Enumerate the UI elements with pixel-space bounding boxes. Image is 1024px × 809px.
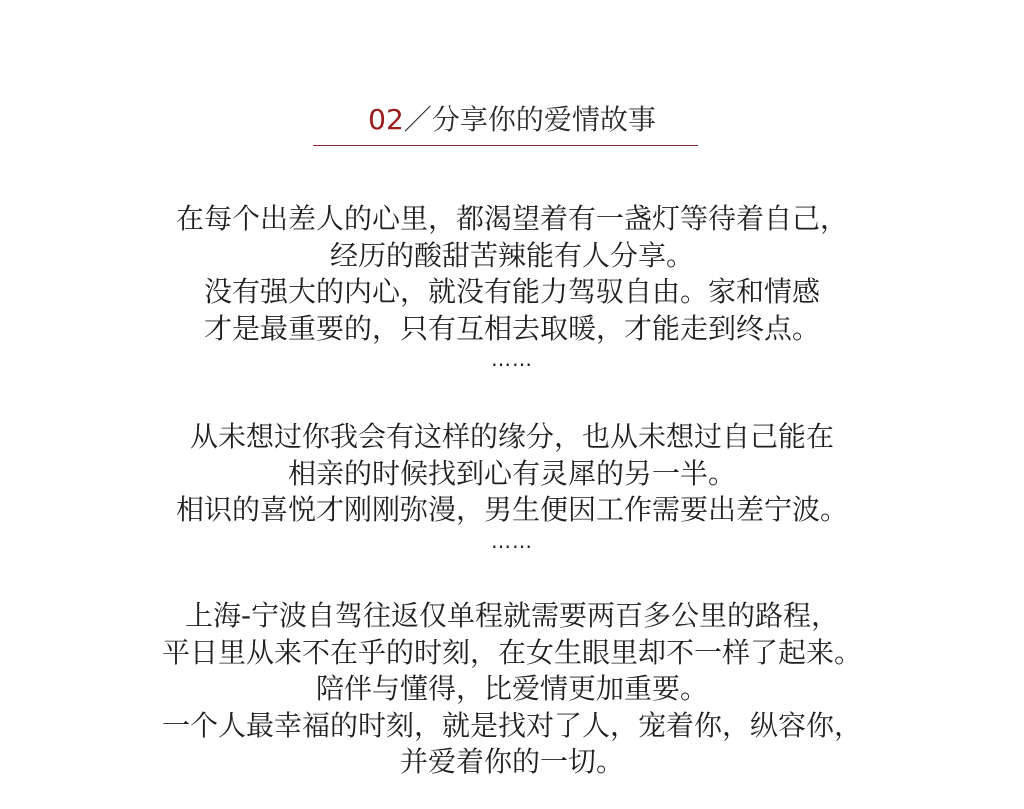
paragraph-line: 经历的酸甜苦辣能有人分享。 bbox=[329, 238, 694, 272]
paragraph-ellipsis: …… bbox=[491, 528, 533, 553]
paragraph-ellipsis: …… bbox=[491, 347, 533, 371]
header-underline bbox=[313, 145, 698, 146]
story-paragraph-2 bbox=[0, 419, 1024, 553]
paragraph-line: 平日里从来不在乎的时刻，在女生眼里却不一样了起来。 bbox=[161, 635, 862, 669]
story-paragraph-1 bbox=[0, 201, 1024, 371]
paragraph-line: 一个人最幸福的时刻，就是找对了人，宠着你，纵容你， bbox=[161, 708, 862, 742]
paragraph-line: 相亲的时候找到心有灵犀的另一半。 bbox=[287, 456, 736, 490]
paragraph-line: 上海-宁波自驾往返仅单程就需要两百多公里的路程， bbox=[184, 599, 840, 632]
paragraph-line: 在每个出差人的心里，都渴望着有一盏灯等待着自己， bbox=[175, 202, 848, 235]
section-separator: ／ bbox=[403, 103, 432, 136]
paragraph-line: 才是最重要的，只有互相去取暖，才能走到终点。 bbox=[203, 311, 820, 345]
paragraph-line: 陪伴与懂得，比爱情更加重要。 bbox=[315, 672, 708, 705]
paragraph-line: 从未想过你我会有这样的缘分，也从未想过自己能在 bbox=[189, 420, 834, 453]
paragraph-line: 并爱着你的一切。 bbox=[399, 745, 624, 778]
section-number: 02 bbox=[368, 103, 404, 136]
story-paragraph-3 bbox=[0, 598, 1024, 781]
paragraph-line: 相识的喜悦才刚刚弥漫，男生便因工作需要出差宁波。 bbox=[175, 493, 848, 526]
section-header bbox=[0, 100, 1024, 140]
section-title: 分享你的爱情故事 bbox=[431, 103, 656, 136]
paragraph-line: 没有强大的内心，就没有能力驾驭自由。家和情感 bbox=[203, 275, 820, 308]
